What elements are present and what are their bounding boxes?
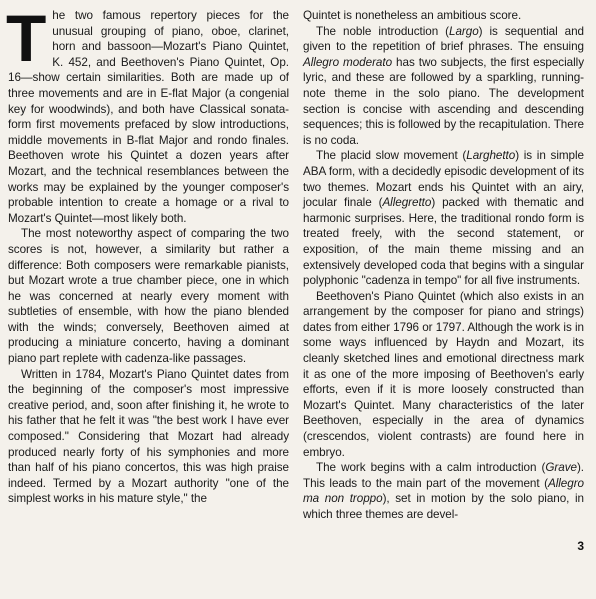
text-run: ) is in simple ABA form, with a decidedly episodic development of its two themes. Mozart ends his Quintet with an airy, jocular finale ( [303,149,584,210]
tempo-term: Grave [545,461,577,475]
text-run: ), set in motion by the solo piano, in which three themes are devel- [303,492,584,521]
paragraph-intro [6,1,289,226]
tempo-term: Allegretto [382,196,432,210]
drop-cap: T [6,1,47,75]
text-run: ) is sequential and given to the repetition of brief phrases. The ensuing [303,24,584,54]
left-column [6,1,289,507]
text-run: ). This leads to the main part of the movement ( [303,461,584,490]
text-run: The work begins with a calm introduction ( [316,461,546,475]
tempo-term: Largo [449,24,479,38]
paragraph-beethoven-opening [303,460,584,522]
paragraph-slow-movement [303,148,584,288]
page-number: 3 [577,539,584,553]
tempo-term: Larghetto [466,149,516,163]
paragraph-beethoven-quintet: Beethoven's Piano Quintet (which also exists in an arrangement by the composer for piano and strings) dates from either 1796 or 1797. Although the work is in some ways influenced by Haydn and Mozart, its cleanly sketched lines and emotional directness mark it as one of the more imposing of Beethoven's early efforts, even if it is more loosely constructed than Mozart's Quintet. Many characteristics of the later Beethoven, especially in the area of dynamics (crescendos, violent contrasts) are found here in embryo. [303,289,584,459]
tempo-term: Allegro ma non troppo [303,476,584,506]
text-run: has two subjects, the first especially lyric, and these are followed by a sparkling, running-note theme in the solo piano. The development section is concise with ascending and descending sequences; this is followed by the recapitulation. There is no coda. [303,55,584,147]
text-run: ) packed with thematic and harmonic surprises. Here, the traditional rondo form is treated freely, with the second statement, or exposition, of the main theme missing and an extensively developed coda that begins with a singular polyphonic "cadenza in tempo" for all five instruments. [303,196,584,288]
paragraph-introduction-analysis [303,24,584,149]
paragraph-continuation: Quintet is nonetheless an ambitious score. [303,9,522,22]
tempo-term: Allegro moderato [303,55,393,69]
text-run: The placid slow movement ( [316,149,467,163]
paragraph-comparison: The most noteworthy aspect of comparing the two scores is not, however, a similarity but rather a difference: Both composers were remarkable pianists, but Mozart wrote a true chamber piece, one in which he was concerned at nearly every moment with subtleties of ensemble, with how the piano blended with the winds; conversely, Beethoven aimed at producing a miniature concerto, having a dominant piano part replete with cadenza-like passages. [8,227,289,366]
paragraph-mozart-history: Written in 1784, Mozart's Piano Quintet dates from the beginning of the composer's most impressive creative period, and, soon after finishing it, he wrote to his father that he felt it was "the best work I have ever composed." Considering that Mozart had already produced nearly forty of his symphonies and more than half of his piano concertos, this was high praise indeed. Termed by a Mozart authority "one of the simplest works in his mature style," the [8,367,289,506]
paragraph-intro-text: he two famous repertory pieces for the unusual grouping of piano, oboe, clarinet, horn and bassoon—Mozart's Piano Quintet, K. 452, and Beethoven's Piano Quintet, Op. 16—show certain similarities. Both are made up of three movements and are in E-flat Major (a congenial key for woodwinds), and both have Classical sonata-form first movements prefaced by slow introductions, middle movements in B-flat Major and rondo finales. Beethoven wrote his Quintet a dozen years after Mozart, and the technical resemblances between the works may be explained by the younger composer's probable intention to create a homage or a rival to Mozart's Quintet—most likely both. [8,9,289,225]
text-run: The noble introduction ( [316,24,450,38]
right-column [303,8,584,523]
